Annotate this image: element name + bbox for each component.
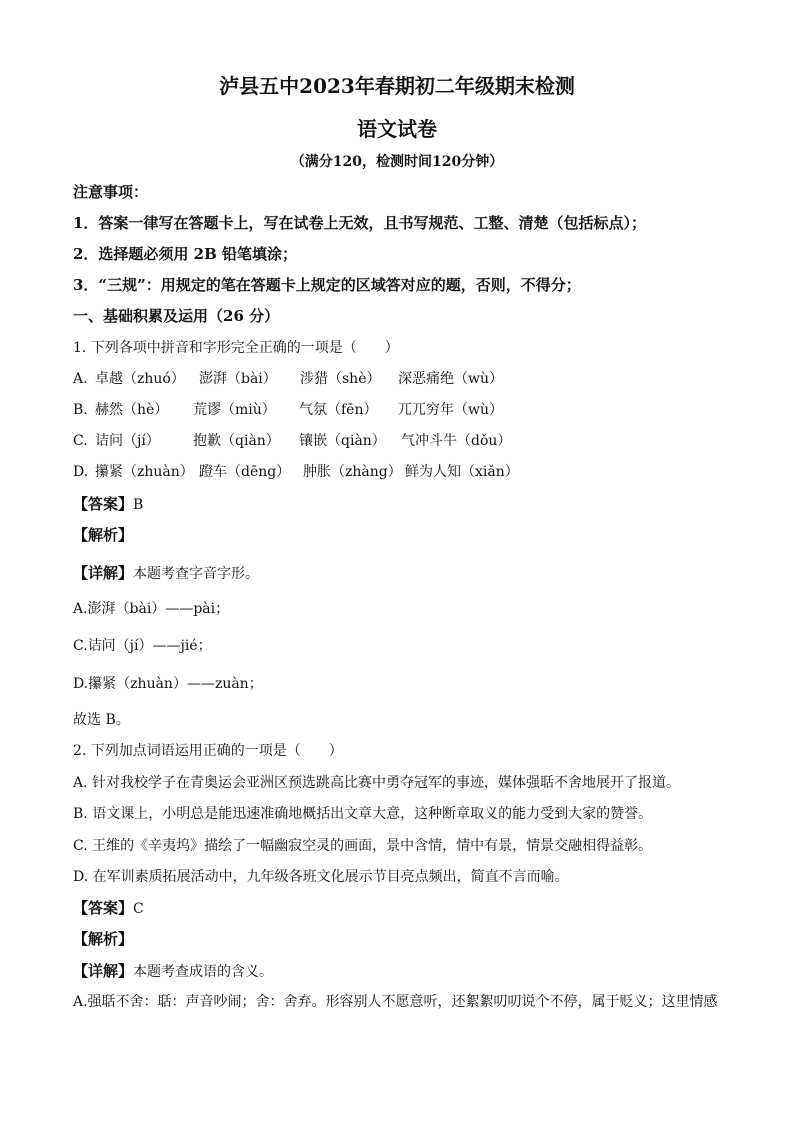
detail-text: 本题考查成语的含义。 [133,964,274,980]
option-col: 镶嵌（qiàn） [299,433,386,449]
q1-option-c [73,431,511,451]
option-col: 蹬车（dēng） [199,464,291,480]
q1-option-b [73,400,503,420]
q1-fix-d: D.攥紧（zhuàn）——zuàn； [73,676,263,692]
q1-conclusion: 故选 B。 [73,712,130,728]
option-col: 气冲斗牛（dǒu） [401,433,512,449]
q1-stem: 1. 下列各项中拼音和字形完全正确的一项是（ ） [73,340,399,356]
q1-detail [73,563,259,584]
option-label: C. [73,433,88,449]
option-col: 鲜为人知（xiǎn） [405,464,519,480]
option-col: 澎湃（bài） [199,371,277,387]
q2-analysis-tag: 【解析】 [73,930,134,948]
option-label: B. [73,402,88,418]
option-col: 抱歉（qiàn） [193,433,280,449]
option-col: 荒谬（miù） [193,402,276,418]
q1-fix-c: C.诘问（jí）——jié； [73,638,212,654]
detail-tag: 【详解】 [73,564,134,582]
answer-tag: 【答案】 [73,899,134,917]
q1-option-a [73,369,503,389]
exam-title: 泸县五中2023年春期初二年级期末检测 [219,74,575,98]
option-col: 赫然（hè） [95,402,169,418]
option-label: D. [73,464,89,480]
q1-fix-a: A.澎湃（bài）——pài； [73,601,230,617]
note-item-1: 1．答案一律写在答题卡上，写在试卷上无效，且书写规范、工整、清楚（包括标点）； [73,214,646,232]
section-heading: 一、基础积累及运用（26 分） [73,307,280,325]
q2-option-a: A. 针对我校学子在青奥运会亚洲区预选跳高比赛中勇夺冠军的事迹，媒体强聒不舍地展开了报道。 [73,775,681,791]
answer-value: C [133,901,144,917]
q2-first-point: A.强聒不舍：聒：声音吵闹；舍：舍弃。形容别人不愿意听，还絮絮叨叨说个不停，属于贬义；这里情感 [73,994,718,1010]
exam-meta: （满分120，检测时间120分钟） [290,154,504,170]
q2-option-b: B. 语文课上，小明总是能迅速准确地概括出文章大意，这种断章取义的能力受到大家的赞誉。 [73,806,653,822]
exam-subtitle: 语文试卷 [357,117,437,141]
detail-text: 本题考查字音字形。 [133,566,260,582]
q2-option-c: C. 王维的《辛夷坞》描绘了一幅幽寂空灵的画面，景中含情，情中有景，情景交融相得益彰。 [73,838,653,854]
q2-stem: 2. 下列加点词语运用正确的一项是（ ） [73,743,343,759]
q2-answer [73,898,144,919]
q1-answer [73,494,143,515]
q1-option-d [73,462,519,482]
option-col: 深恶痛绝（wù） [398,371,503,387]
option-col: 诘问（jí） [95,433,160,449]
option-col: 兀兀穷年（wù） [398,402,503,418]
q2-detail [73,961,273,982]
q1-analysis-tag: 【解析】 [73,526,134,544]
answer-tag: 【答案】 [73,495,134,513]
option-col: 气氛（fēn） [299,402,378,418]
note-item-3: 3．“三规”：用规定的笔在答题卡上规定的区域答对应的题，否则，不得分； [73,276,581,294]
option-col: 卓越（zhuó） [95,371,185,387]
option-label: A. [73,371,88,387]
notes-heading: 注意事项： [73,183,149,201]
q2-option-d: D. 在军训素质拓展活动中，九年级各班文化展示节目亮点频出，简直不言而喻。 [73,869,569,885]
option-col: 攥紧（zhuàn） [95,464,194,480]
answer-value: B [133,497,144,513]
detail-tag: 【详解】 [73,962,134,980]
note-item-2: 2．选择题必须用 2B 铅笔填涂； [73,245,297,263]
option-col: 肿胀（zhàng） [303,464,402,480]
option-col: 涉猎（shè） [300,371,381,387]
